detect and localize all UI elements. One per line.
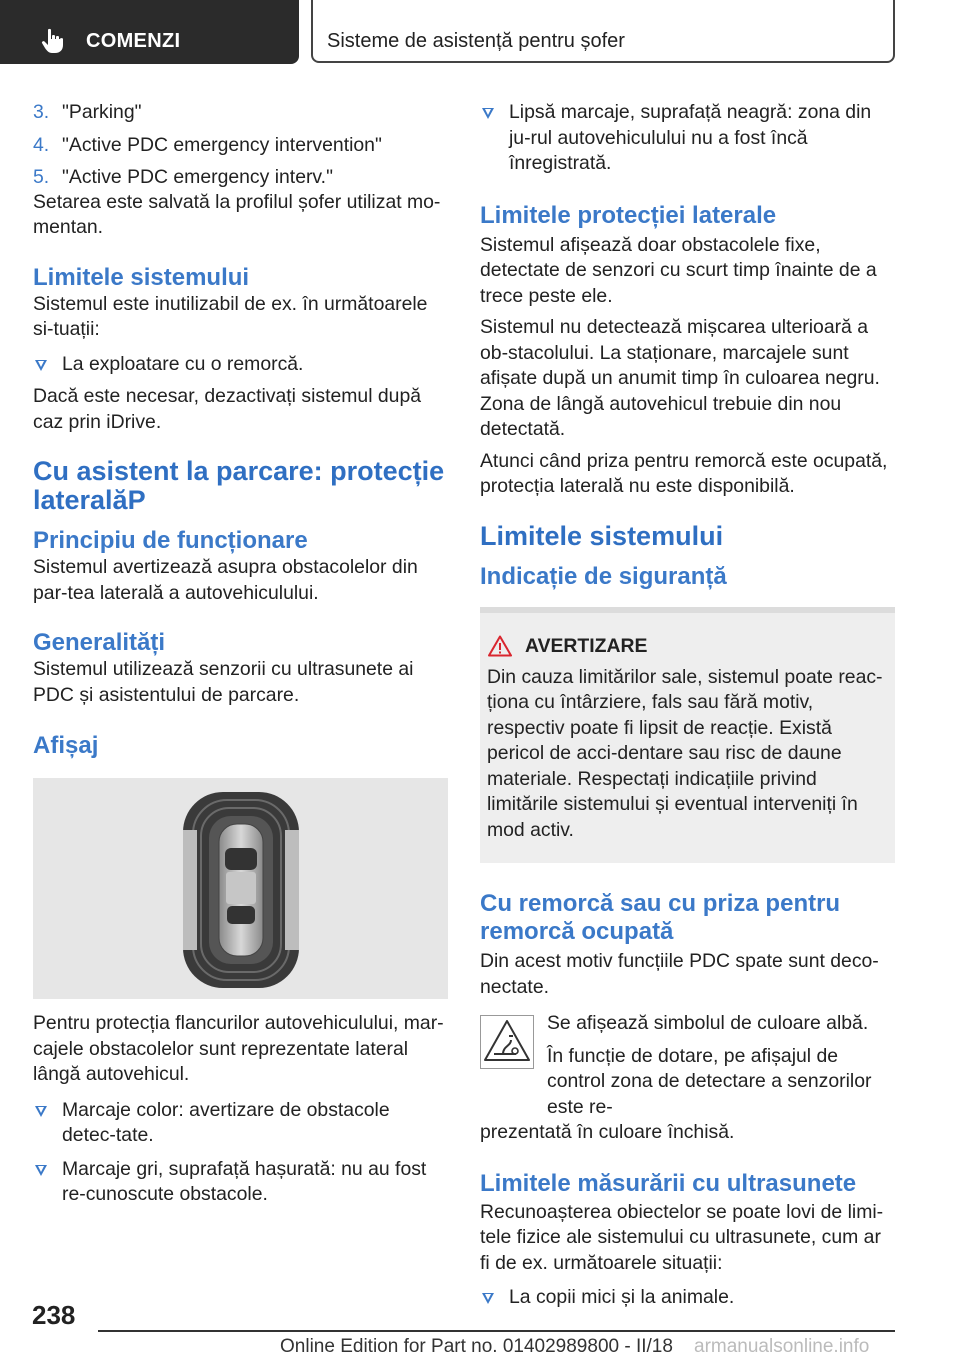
heading-safety: Indicație de siguranță <box>480 562 727 590</box>
warning-text: Din cauza limitărilor sale, sistemul poate reac-ționa cu întârziere, fals sau fără motiv, respectiv poate fi lipsit de reacție. Există pericol de acci-dentare sau risc de daune materiale. Respectați indicațiile privind limitările sistemului și eventual interveniți în mod activ. <box>487 665 883 841</box>
deactivate-text: Dacă este necesar, dezactivați sistemul după caz prin iDrive. <box>33 385 422 433</box>
list-item: La exploatare cu o remorcă. <box>33 352 448 378</box>
saved-text: Setarea este salvată la profilul șofer utilizat mo-mentan. <box>33 190 441 238</box>
figure-text: Pentru protecția flancurilor autovehiculului, mar-cajele obstacolelor sunt reprezentate lateral lângă autovehicul. <box>33 1012 444 1085</box>
left-column <box>33 100 448 1208</box>
heading-side-limits: Limitele protecției laterale <box>480 201 777 229</box>
heading-limits: Limitele sistemului <box>33 263 250 291</box>
heading-principle: Principiu de funcționare <box>33 527 308 554</box>
symbol-text-1: Se afișează simbolul de culoare albă. <box>547 1012 869 1034</box>
bullet-triangle-icon <box>35 1165 47 1176</box>
footer-divider <box>98 1330 895 1332</box>
edition-text: Online Edition for Part no. 01402989800 - II/18 <box>280 1336 673 1357</box>
list-item: 3. "Parking" <box>33 101 142 123</box>
heading-main: Cu asistent la parcare: protecție lateralăP <box>33 456 445 515</box>
side-text-2: Sistemul nu detectează mișcarea ulterioară a ob-stacolului. La staționare, marcajele sunt afișate după un anumit timp în culoarea negru. Zona de lângă autovehicul trebuie din nou detectată. <box>480 316 880 440</box>
heading-limits-right: Limitele sistemului <box>480 520 724 551</box>
heading-display: Afișaj <box>33 732 99 759</box>
warning-triangle-icon <box>488 635 512 657</box>
section-header <box>311 0 895 63</box>
principle-text: Sistemul avertizează asupra obstacolelor din par-tea laterală a autovehiculului. <box>33 556 418 604</box>
limits-text: Sistemul este inutilizabil de ex. în următoarele si-tuații: <box>33 292 428 340</box>
watermark: armanualsonline.info <box>694 1336 870 1357</box>
symbol-block <box>480 1011 895 1146</box>
list-item: La copii mici și la animale. <box>480 1285 895 1311</box>
list-item: 4. "Active PDC emergency intervention" <box>33 133 382 156</box>
hand-pointer-icon <box>40 28 66 54</box>
warning-title: AVERTIZARE <box>488 635 895 658</box>
heading-trailer: Cu remorcă sau cu priza pentru remorcă ocupată <box>480 890 841 945</box>
bullet-triangle-icon <box>482 1293 494 1304</box>
page-number: 238 <box>32 1300 76 1330</box>
symbol-text-2: În funcție de dotare, pe afișajul de control zona de detectare a senzorilor este re- <box>547 1044 872 1118</box>
side-text-3: Atunci când priza pentru remorcă este ocupată, protecția laterală nu este disponibilă. <box>480 449 888 497</box>
ultrasound-text: Recunoașterea obiectelor se poate lovi de limi-tele fizice ale sistemului cu ultrasunete, cum ar fi de ex. următoarele situații: <box>480 1200 884 1274</box>
list-item: Lipsă marcaje, suprafață neagră: zona din ju-rul autovehiculului nu a fost încă înregistrată. <box>480 100 895 177</box>
list-item: 5. "Active PDC emergency interv." <box>33 166 333 188</box>
heading-general: Generalități <box>33 629 166 656</box>
trailer-symbol-icon <box>480 1015 534 1069</box>
heading-ultrasound: Limitele măsurării cu ultrasunete <box>480 1169 857 1197</box>
side-text-1: Sistemul afișează doar obstacolele fixe, detectate de senzori cu scurt timp înainte de a trece peste ele. <box>480 233 877 307</box>
general-text: Sistemul utilizează senzorii cu ultrasunete ai PDC și asistentului de parcare. <box>33 658 414 706</box>
car-side-protection-illustration <box>33 778 448 999</box>
header-tab-label: COMENZI <box>86 30 181 52</box>
list-item: Marcaje gri, suprafață hașurată: nu au fost re-cunoscute obstacole. <box>33 1157 448 1208</box>
trailer-text: Din acest motiv funcțiile PDC spate sunt deco-nectate. <box>480 950 879 998</box>
header-tab[interactable] <box>0 0 299 64</box>
right-column <box>480 100 895 1311</box>
warning-box <box>480 607 895 864</box>
bullet-triangle-icon <box>35 1106 47 1117</box>
section-title: Sisteme de asistență pentru șofer <box>327 30 625 52</box>
bullet-triangle-icon <box>482 108 494 119</box>
symbol-text-3: prezentată în culoare închisă. <box>480 1121 735 1143</box>
bullet-triangle-icon <box>35 360 47 371</box>
pdc-display-figure <box>33 778 448 999</box>
list-item: Marcaje color: avertizare de obstacole detec-tate. <box>33 1098 448 1149</box>
